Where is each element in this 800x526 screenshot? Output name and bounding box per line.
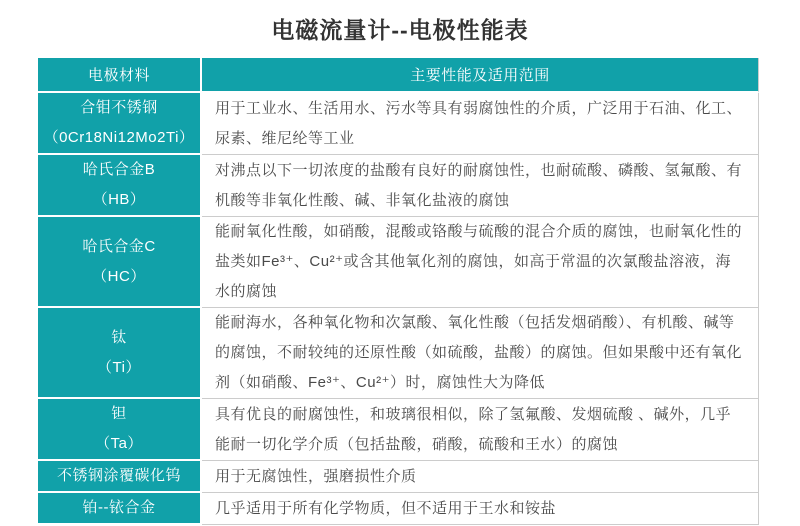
table-body xyxy=(38,93,759,525)
table-row xyxy=(38,493,759,525)
material-name: 哈氏合金C xyxy=(82,237,156,255)
table-row xyxy=(38,399,759,461)
header-electrode-material: 电极材料 xyxy=(38,58,202,93)
performance-description: 对沸点以下一切浓度的盐酸有良好的耐腐蚀性，也耐硫酸、磷酸、氢氟酸、有机酸等非氧化性酸、碱、非氧化盐液的腐蚀 xyxy=(202,155,759,217)
material-name: 不锈钢涂覆碳化钨 xyxy=(56,467,181,484)
electrode-performance-table xyxy=(38,58,759,525)
material-cell xyxy=(38,155,202,217)
table-row xyxy=(38,217,759,308)
material-designation: （HB） xyxy=(92,191,146,208)
material-name: 钛 xyxy=(111,328,127,346)
header-performance-scope: 主要性能及适用范围 xyxy=(202,58,759,93)
material-name: 钽 xyxy=(111,405,127,422)
performance-description: 几乎适用于所有化学物质，但不适用于王水和铵盐 xyxy=(202,493,759,525)
table-row xyxy=(38,308,759,399)
performance-description: 能耐海水，各种氧化物和次氯酸、氧化性酸（包括发烟硝酸）、有机酸、碱等的腐蚀，不耐较纯的还原性酸（如硫酸，盐酸）的腐蚀。但如果酸中还有氧化剂（如硝酸、Fe³⁺、Cu²⁺）时，腐蚀性大为降低 xyxy=(202,308,759,399)
material-name: 铂--铱合金 xyxy=(82,499,156,516)
material-cell xyxy=(38,93,202,155)
table-container xyxy=(38,58,759,525)
material-cell xyxy=(38,493,202,525)
performance-description: 具有优良的耐腐蚀性，和玻璃很相似，除了氢氟酸、发烟硫酸 、碱外，几乎能耐一切化学介质（包括盐酸，硝酸，硫酸和王水）的腐蚀 xyxy=(202,399,759,461)
table-row xyxy=(38,93,759,155)
material-name: 哈氏合金B xyxy=(82,161,156,178)
performance-description: 能耐氧化性酸，如硝酸，混酸或铬酸与硫酸的混合介质的腐蚀，也耐氧化性的盐类如Fe³⁺、Cu²⁺或含其他氧化剂的腐蚀，如高于常温的次氯酸盐溶液，海水的腐蚀 xyxy=(202,217,759,308)
table-row xyxy=(38,461,759,493)
material-designation: （Ta） xyxy=(95,435,143,452)
material-designation: （HC） xyxy=(92,267,146,285)
performance-description: 用于工业水、生活用水、污水等具有弱腐蚀性的介质，广泛用于石油、化工、尿素、维尼纶等工业 xyxy=(202,93,759,155)
material-cell xyxy=(38,399,202,461)
material-cell xyxy=(38,217,202,308)
page-title: 电磁流量计--电极性能表 xyxy=(271,17,529,43)
material-designation: （0Cr18Ni12Mo2Ti） xyxy=(43,129,195,146)
material-cell xyxy=(38,308,202,399)
page xyxy=(0,16,800,526)
material-name: 合钼不锈钢 xyxy=(80,99,158,116)
performance-description: 用于无腐蚀性，强磨损性介质 xyxy=(202,461,759,493)
material-designation: （Ti） xyxy=(97,358,141,376)
table-row xyxy=(38,155,759,217)
material-cell xyxy=(38,461,202,493)
table-header-row xyxy=(38,58,759,93)
